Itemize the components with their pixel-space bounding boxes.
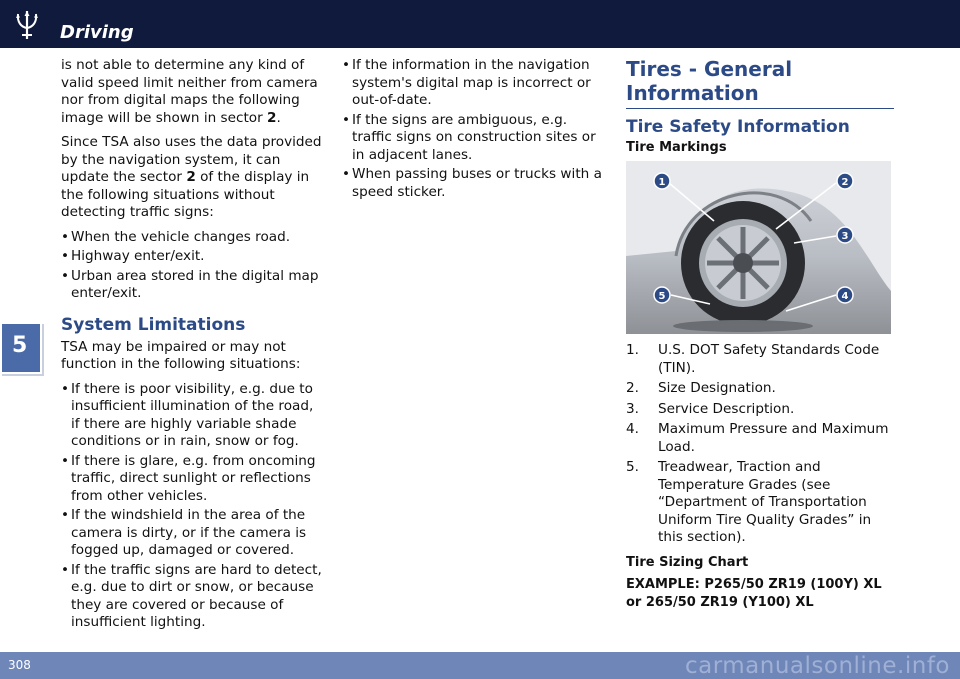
list-text: Treadwear, Traction and Temperature Grades (see “Department of Transportation Uniform Tire Quality Grades” in this section).: [658, 459, 872, 545]
chapter-tab[interactable]: [0, 322, 42, 374]
section-title: Driving: [60, 22, 134, 43]
sector-ref: 2: [186, 169, 196, 185]
list-item: • If the windshield in the area of the camera is dirty, or if the camera is fogged up, damaged or covered.: [61, 507, 325, 560]
callout-2: 2: [841, 177, 849, 188]
paragraph-text: is not able to determine any kind of valid speed limit neither from camera nor from digital maps the following image will be shown in sector: [61, 57, 318, 126]
callout-3: 3: [841, 231, 849, 242]
list-number: 3.: [626, 400, 639, 417]
trident-logo-icon: [10, 8, 44, 42]
list-number: 4.: [626, 421, 639, 437]
list-number: 5.: [626, 459, 639, 475]
list-item: [626, 459, 894, 547]
list-item: • If there is poor visibility, e.g. due to insufficient illumination of the road, if there are highly variable shade conditions or in rain, snow or fog.: [61, 381, 325, 451]
paragraph-text: Since TSA also uses the data provided by the navigation system, it can update the sector: [61, 134, 322, 185]
paragraph-text: .: [276, 109, 281, 126]
list-text: Maximum Pressure and Maximum Load.: [658, 421, 889, 455]
example-text: EXAMPLE: P265/50 ZR19 (100Y) XL or 265/50 ZR19 (Y100) XL: [626, 576, 882, 610]
callout-4: 4: [841, 291, 849, 302]
list-text: Service Description.: [658, 400, 795, 417]
bullet-list: [61, 229, 325, 303]
chapter-heading: Tires - General Information: [626, 57, 894, 109]
list-item: • If the signs are ambiguous, e.g. traffic signs on construction sites or in adjacent lanes.: [342, 112, 610, 165]
tire-markings-figure: [626, 161, 891, 334]
column-3: [626, 57, 894, 615]
paragraph-text: of the display in the following situations without detecting traffic signs:: [61, 169, 310, 220]
list-number: 2.: [626, 380, 639, 396]
list-item: [626, 380, 894, 398]
paragraph: [61, 57, 325, 127]
list-number: 1.: [626, 342, 639, 358]
list-item: [626, 421, 894, 456]
list-item: • When the vehicle changes road.: [61, 229, 325, 247]
watermark: carmanualsonline.info: [684, 653, 950, 679]
section-heading: System Limitations: [61, 314, 246, 335]
subsection-heading: Tire Markings: [626, 140, 727, 155]
subsection-heading: Tire Sizing Chart: [626, 554, 749, 570]
list-text: U.S. DOT Safety Standards Code (TIN).: [658, 342, 880, 376]
numbered-list: [626, 342, 894, 547]
list-item: • Highway enter/exit.: [61, 248, 325, 266]
bullet-list: [342, 57, 610, 201]
page-header: [0, 0, 960, 48]
sector-ref: 2: [267, 109, 277, 126]
list-item: [626, 342, 894, 377]
list-item: • If the information in the navigation system's digital map is incorrect or out-of-date.: [342, 57, 610, 110]
paragraph: [61, 134, 325, 222]
callout-5: 5: [658, 291, 666, 302]
page-footer: [0, 652, 960, 679]
bullet-list: [61, 381, 325, 632]
callout-1: 1: [658, 177, 666, 188]
page-number: 308: [8, 658, 31, 672]
list-item: • If there is glare, e.g. from oncoming traffic, direct sunlight or reflections from other vehicles.: [61, 453, 325, 506]
list-item: [626, 401, 894, 419]
section-heading: Tire Safety Information: [626, 117, 850, 137]
list-item: • If the traffic signs are hard to detect, e.g. due to dirt or snow, or because they are covered or because of insufficient lighting.: [61, 562, 325, 632]
column-2: [342, 57, 610, 208]
chapter-number: 5: [12, 333, 28, 358]
paragraph: TSA may be impaired or may not function in the following situations:: [61, 338, 301, 372]
list-text: Size Designation.: [658, 380, 776, 396]
column-1: [61, 57, 325, 639]
list-item: • When passing buses or trucks with a speed sticker.: [342, 166, 610, 201]
list-item: • Urban area stored in the digital map enter/exit.: [61, 268, 325, 303]
